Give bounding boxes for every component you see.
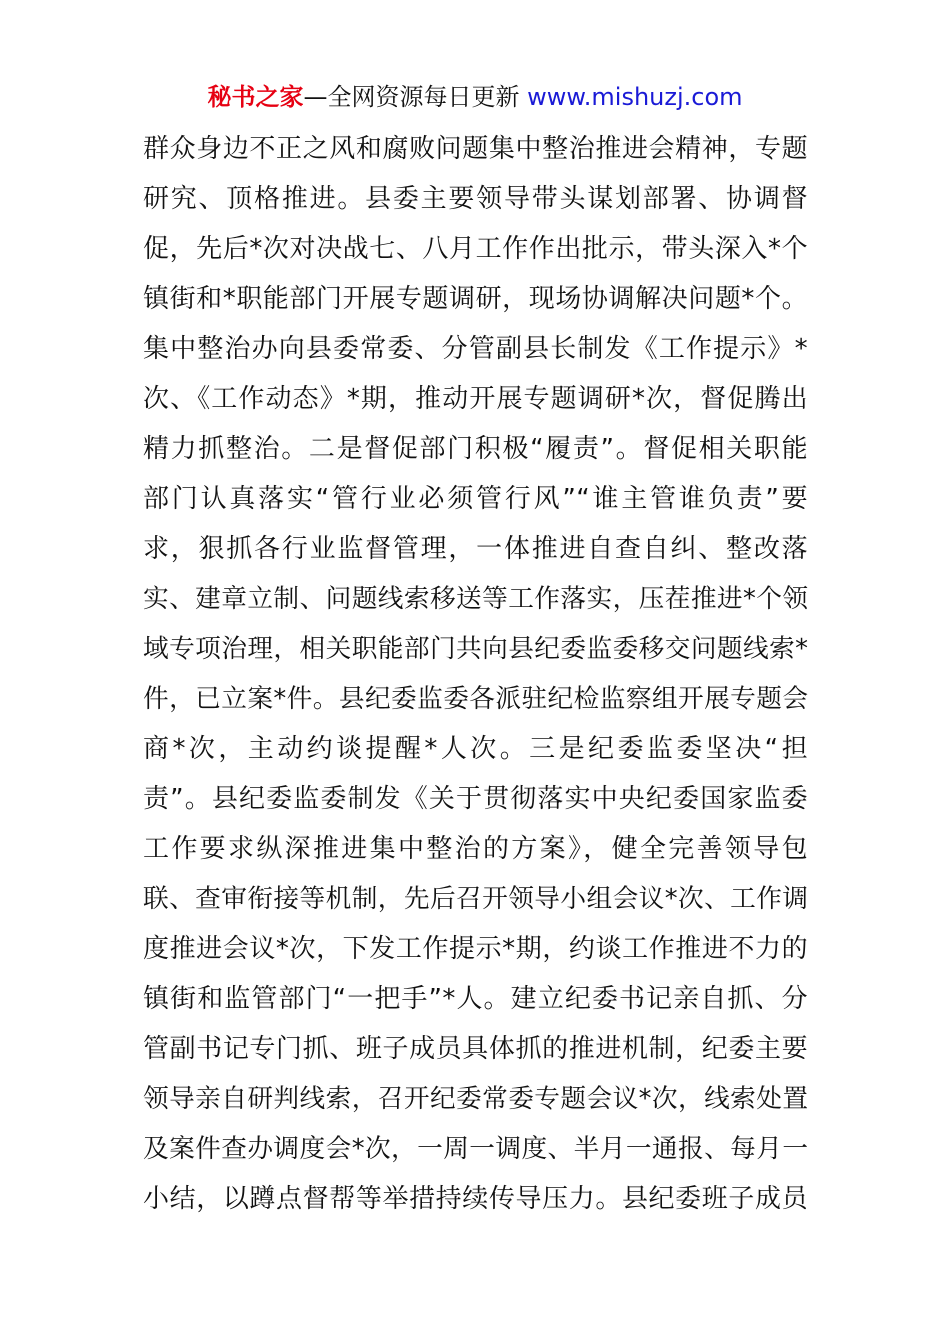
text-line: 镇街和*职能部门开展专题调研，现场协调解决问题*个。 [143,284,808,314]
text-line: 求，狠抓各行业监督管理，一体推进自查自纠、整改落 [143,534,808,564]
text-line: 镇街和监管部门“一把手”*人。建立纪委书记亲自抓、分 [143,984,808,1014]
text-line: 工作要求纵深推进集中整治的方案》，健全完善领导包 [143,834,808,864]
text-line: 件，已立案*件。县纪委监委各派驻纪检监察组开展专题会 [143,684,809,714]
text-line: 群众身边不正之风和腐败问题集中整治推进会精神，专题 [143,134,808,164]
text-line: 域专项治理，相关职能部门共向县纪委监委移交问题线索* [143,634,809,664]
text-line: 领导亲自研判线索，召开纪委常委专题会议*次，线索处置 [143,1084,809,1114]
text-line: 部门认真落实“管行业必须管行风”“谁主管谁负责”要 [143,484,808,514]
text-line: 及案件查办调度会*次，一周一调度、半月一通报、每月一 [143,1134,809,1164]
site-url-link[interactable]: www.mishuzj.com [527,83,743,111]
site-header [0,80,950,114]
text-line: 小结，以蹲点督帮等举措持续传导压力。县纪委班子成员 [143,1184,808,1214]
text-line: 精力抓整治。二是督促部门积极“履责”。督促相关职能 [143,434,808,464]
site-brand: 秘书之家 [207,83,304,111]
text-line: 管副书记专门抓、班子成员具体抓的推进机制，纪委主要 [143,1034,808,1064]
text-line: 集中整治办向县委常委、分管副县长制发《工作提示》* [143,334,808,364]
text-line: 次、《工作动态》*期，推动开展专题调研*次，督促腾出 [143,384,808,414]
text-line: 实、建章立制、问题线索移送等工作落实，压茬推进*个领 [143,584,809,614]
text-line: 研究、顶格推进。县委主要领导带头谋划部署、协调督 [143,184,808,214]
text-line: 促，先后*次对决战七、八月工作作出批示，带头深入*个 [143,234,808,264]
text-line: 度推进会议*次，下发工作提示*期，约谈工作推进不力的 [143,934,808,964]
text-line: 商*次，主动约谈提醒*人次。三是纪委监委坚决“担 [143,734,808,764]
text-line: 责”。县纪委监委制发《关于贯彻落实中央纪委国家监委 [143,784,808,814]
text-line: 联、查审衔接等机制，先后召开领导小组会议*次、工作调 [143,884,809,914]
site-tagline: —全网资源每日更新 [303,83,528,111]
